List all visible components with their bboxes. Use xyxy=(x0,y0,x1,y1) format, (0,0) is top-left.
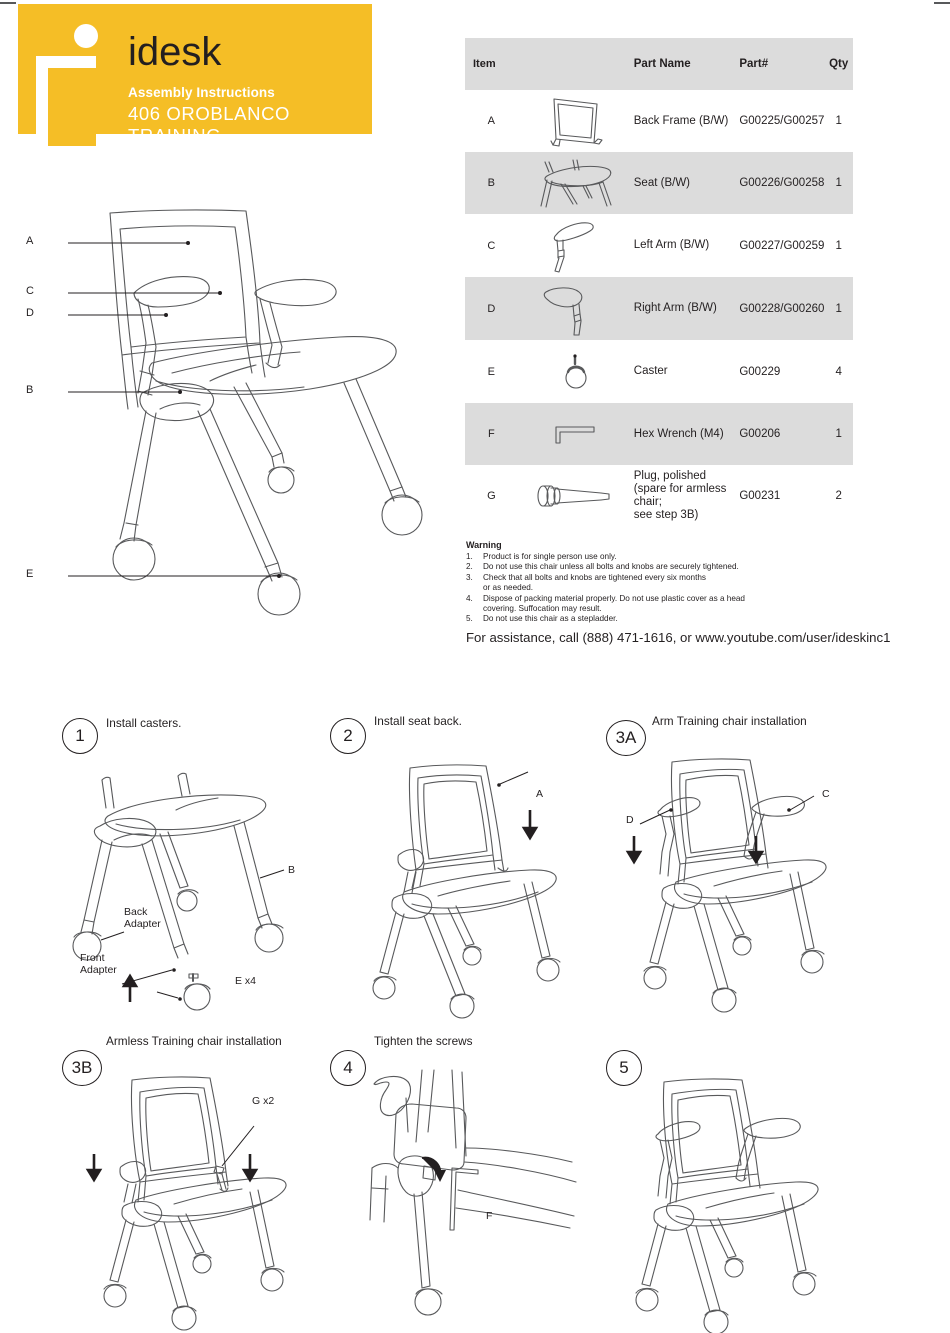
row-partno-a: G00225/G00257 xyxy=(739,115,825,127)
row-partno-c: G00227/G00259 xyxy=(739,239,825,252)
step-2-back-frame-ref-label: A xyxy=(536,788,544,800)
row-partno-d: G00228/G00260 xyxy=(739,302,825,315)
step-4-wrench-ref-label: F xyxy=(486,1210,493,1222)
row-name-g-line3: see step 3B) xyxy=(633,509,699,521)
step-1-seat-ref-label: B xyxy=(288,864,296,876)
step-4-badge: 4 xyxy=(330,1050,366,1086)
row-qty-a: 1 xyxy=(835,115,842,127)
back-adapter-line1: Back xyxy=(124,906,148,918)
step-1-front-adapter-label xyxy=(80,952,117,976)
main-label-a: A xyxy=(26,235,34,247)
step-5-badge: 5 xyxy=(606,1050,642,1086)
step-1 xyxy=(60,710,360,1010)
warning-item xyxy=(466,614,856,624)
main-label-d: D xyxy=(26,307,34,319)
main-label-b: B xyxy=(26,384,34,396)
warning-text: Do not use this chair as a stepladder. xyxy=(483,614,618,624)
row-item-a: A xyxy=(487,115,496,127)
step-3a-right-arm-ref-label: D xyxy=(626,814,634,826)
row-qty-c: 1 xyxy=(835,239,842,252)
row-name-b: Seat (B/W) xyxy=(633,176,690,189)
warning-item xyxy=(466,552,856,562)
row-name-g-line2: (spare for armless chair; xyxy=(633,483,727,508)
step-3b-illustration xyxy=(74,1070,364,1328)
parts-table-head xyxy=(465,38,853,90)
step-1-badge: 1 xyxy=(62,718,98,754)
crop-mark-top-right xyxy=(934,2,950,4)
step-3a-left-arm-ref-label: C xyxy=(822,788,830,800)
seat-icon xyxy=(518,152,634,214)
row-name-g xyxy=(634,465,740,527)
step-2-title: Install seat back. xyxy=(374,714,462,728)
step-1-title: Install casters. xyxy=(106,716,182,730)
assistance-text: For assistance, call (888) 471-1616, or www.youtube.com/user/ideskinc1 xyxy=(466,630,891,645)
row-partno-e: G00229 xyxy=(739,365,781,378)
col-qty: Qty xyxy=(829,58,849,70)
table-header-row xyxy=(465,38,853,90)
row-qty-f: 1 xyxy=(835,428,842,440)
col-part-no: Part# xyxy=(739,58,769,70)
step-3b-badge: 3B xyxy=(62,1050,102,1086)
back-adapter-line2: Adapter xyxy=(124,918,161,930)
row-name-a: Back Frame (B/W) xyxy=(633,114,729,127)
warning-text: Do not use this chair unless all bolts and knobs are securely tightened. xyxy=(483,562,739,572)
step-2-illustration xyxy=(338,760,598,1010)
warning-block xyxy=(466,540,856,625)
step-3a-illustration xyxy=(618,752,918,1010)
masthead xyxy=(18,4,372,146)
row-name-c: Left Arm (B/W) xyxy=(633,239,710,251)
row-item-b: B xyxy=(487,177,496,189)
table-row xyxy=(465,340,853,403)
plug-icon xyxy=(518,465,634,527)
col-item: Item xyxy=(473,58,496,70)
table-row xyxy=(465,465,853,527)
idesk-logo-icon xyxy=(18,4,86,134)
row-partno-f: G00206 xyxy=(739,428,781,440)
warning-list xyxy=(466,552,856,625)
step-4 xyxy=(328,1030,628,1333)
brand-name: idesk xyxy=(128,30,222,74)
step-2-badge: 2 xyxy=(330,718,366,754)
row-qty-g: 2 xyxy=(835,490,842,502)
step-5 xyxy=(604,1030,934,1333)
model-name: 406 OROBLANCO TRAINING xyxy=(128,103,291,146)
parts-table-body xyxy=(465,90,853,527)
front-adapter-line2: Adapter xyxy=(80,964,117,976)
main-label-c: C xyxy=(26,285,34,297)
row-qty-e: 4 xyxy=(835,365,842,378)
doc-subtitle: Assembly Instructions xyxy=(128,85,275,100)
table-row xyxy=(465,403,853,465)
warning-num: 5. xyxy=(466,614,473,624)
step-1-caster-qty-label: E x4 xyxy=(235,975,257,987)
parts-table xyxy=(465,38,853,527)
step-2 xyxy=(328,710,608,1010)
warning-item xyxy=(466,562,856,572)
step-5-illustration xyxy=(656,1068,936,1333)
table-row xyxy=(465,277,853,340)
warning-num: 1. xyxy=(466,552,473,561)
step-3b-plug-qty-label: G x2 xyxy=(252,1095,275,1107)
step-4-title: Tighten the screws xyxy=(374,1034,473,1048)
row-name-f: Hex Wrench (M4) xyxy=(633,427,724,440)
row-item-f: F xyxy=(487,428,495,440)
caster-icon xyxy=(518,340,634,403)
table-row xyxy=(465,152,853,214)
step-3b-title: Armless Training chair installation xyxy=(106,1034,282,1048)
main-exploded-diagram xyxy=(26,195,450,605)
row-partno-g: G00231 xyxy=(739,490,781,502)
row-qty-b: 1 xyxy=(835,177,842,189)
step-1-back-adapter-label xyxy=(124,906,161,930)
warning-text: Dispose of packing material properly. Do not use plastic cover as a head xyxy=(483,593,745,603)
row-name-d: Right Arm (B/W) xyxy=(633,302,717,314)
col-part-name: Part Name xyxy=(633,57,691,70)
step-3a xyxy=(604,710,934,1010)
front-adapter-line1: Front xyxy=(80,952,105,964)
left-arm-icon xyxy=(518,214,634,277)
row-item-g: G xyxy=(487,490,496,502)
step-4-illustration xyxy=(364,1070,624,1333)
warning-num: 3. xyxy=(466,572,473,582)
back-frame-icon xyxy=(518,90,634,152)
row-item-d: D xyxy=(487,302,496,315)
warning-num: 4. xyxy=(466,593,473,603)
warning-title: Warning xyxy=(466,540,502,550)
warning-item xyxy=(466,594,856,604)
warning-item xyxy=(466,573,856,583)
row-partno-b: G00226/G00258 xyxy=(739,177,825,189)
warning-text-cont: or as needed. xyxy=(483,583,534,593)
table-row xyxy=(465,90,853,152)
row-qty-d: 1 xyxy=(835,302,842,315)
row-item-c: C xyxy=(487,239,496,252)
hex-wrench-icon xyxy=(518,403,634,465)
row-name-e: Caster xyxy=(633,365,668,377)
row-name-g-line1: Plug, polished xyxy=(633,470,707,482)
main-label-e: E xyxy=(26,568,34,580)
step-3a-title: Arm Training chair installation xyxy=(652,714,807,728)
step-3a-badge: 3A xyxy=(606,720,646,756)
crop-mark-top-left xyxy=(0,2,16,4)
row-item-e: E xyxy=(487,365,496,378)
warning-text: Product is for single person use only. xyxy=(483,552,617,561)
warning-num: 2. xyxy=(466,562,473,572)
warning-text: Check that all bolts and knobs are tightened every six months xyxy=(483,572,707,582)
col-image xyxy=(518,38,634,90)
warning-text-cont: covering. Suffocation may result. xyxy=(483,604,602,614)
right-arm-icon xyxy=(518,277,634,340)
table-row xyxy=(465,214,853,277)
